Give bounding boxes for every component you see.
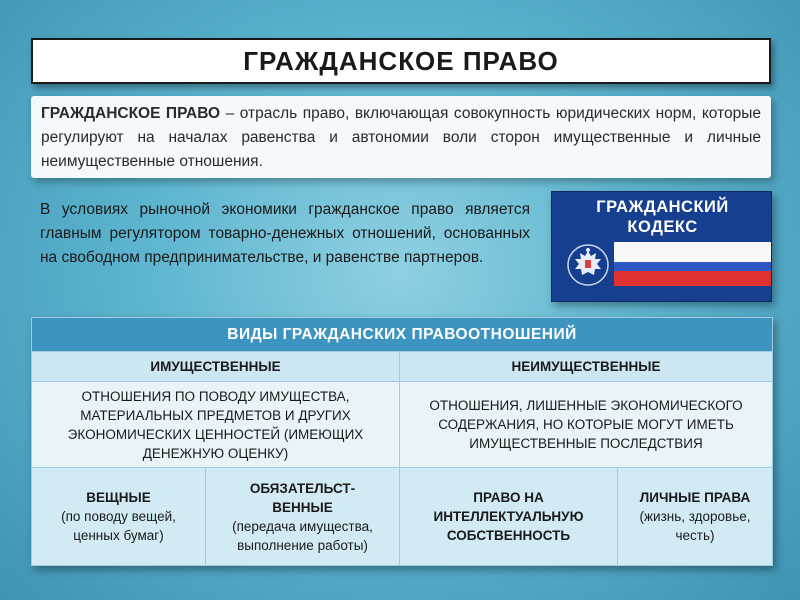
type-note: (жизнь, здоровье, честь) bbox=[639, 509, 751, 543]
non-property-description bbox=[400, 382, 773, 468]
definition-term: ГРАЖДАНСКОЕ ПРАВО bbox=[41, 105, 221, 122]
title-box bbox=[31, 38, 771, 84]
type-text bbox=[218, 479, 388, 555]
flag-blue-stripe bbox=[614, 262, 772, 271]
codex-title-line2: КОДЕКС bbox=[627, 218, 698, 236]
table-header: ВИДЫ ГРАЖДАНСКИХ ПРАВООТНОШЕНИЙ bbox=[32, 318, 773, 352]
civil-code-book-image bbox=[551, 191, 772, 302]
market-economy-paragraph: В условиях рыночной экономики гражданское право является главным регулятором товарно-денежных отношений, основанных на свободном предпринимательстве, и равенстве партнеров. bbox=[40, 201, 530, 266]
relations-table bbox=[31, 317, 773, 566]
non-property-description-text: ОТНОШЕНИЯ, ЛИШЕННЫЕ ЭКОНОМИЧЕСКОГО СОДЕРЖАНИЯ, НО КОТОРЫЕ МОГУТ ИМЕТЬ ИМУЩЕСТВЕННЫЕ ПОСЛЕДСТВИЯ bbox=[429, 398, 743, 451]
column-property: ИМУЩЕСТВЕННЫЕ bbox=[32, 352, 400, 382]
page-title: ГРАЖДАНСКОЕ ПРАВО bbox=[243, 45, 559, 76]
codex-title-line1: ГРАЖДАНСКИЙ bbox=[596, 198, 729, 216]
coat-of-arms-icon bbox=[566, 242, 610, 288]
definition-box bbox=[31, 96, 771, 178]
type-note: (по поводу вещей, ценных бумаг) bbox=[61, 509, 176, 543]
type-title: ЛИЧНЫЕ ПРАВА bbox=[639, 490, 751, 505]
column-non-property: НЕИМУЩЕСТВЕННЫЕ bbox=[400, 352, 773, 382]
flag-red-stripe bbox=[614, 271, 772, 286]
type-title: ОБЯЗАТЕЛЬСТ-ВЕННЫЕ bbox=[249, 480, 356, 515]
definition-text: – отрасль право, включающая совокупность юридических норм, которые регулируют на началах равенства и автономии воли сторон имущественные и личные неимущественные отношения. bbox=[41, 105, 761, 170]
property-description-text: ОТНОШЕНИЯ ПО ПОВОДУ ИМУЩЕСТВА, МАТЕРИАЛЬНЫХ ПРЕДМЕТОВ И ДРУГИХ ЭКОНОМИЧЕСКИХ ЦЕННОСТЕЙ (ИМЕЮЩИХ ДЕНЕЖНУЮ ОЦЕНКУ) bbox=[67, 388, 364, 461]
type-text bbox=[625, 488, 765, 545]
type-obligations bbox=[206, 468, 400, 566]
type-note: (передача имущества, выполнение работы) bbox=[232, 518, 373, 553]
type-title: ПРАВО НА ИНТЕЛЛЕКТУАЛЬНУЮ СОБСТВЕННОСТЬ bbox=[433, 490, 584, 543]
property-description bbox=[32, 382, 400, 468]
flag-white-stripe bbox=[614, 242, 772, 262]
type-real-rights bbox=[32, 468, 206, 566]
type-title: ВЕЩНЫЕ bbox=[86, 490, 151, 505]
type-intellectual-property bbox=[400, 468, 618, 566]
codex-title bbox=[552, 197, 772, 237]
type-personal-rights bbox=[618, 468, 773, 566]
